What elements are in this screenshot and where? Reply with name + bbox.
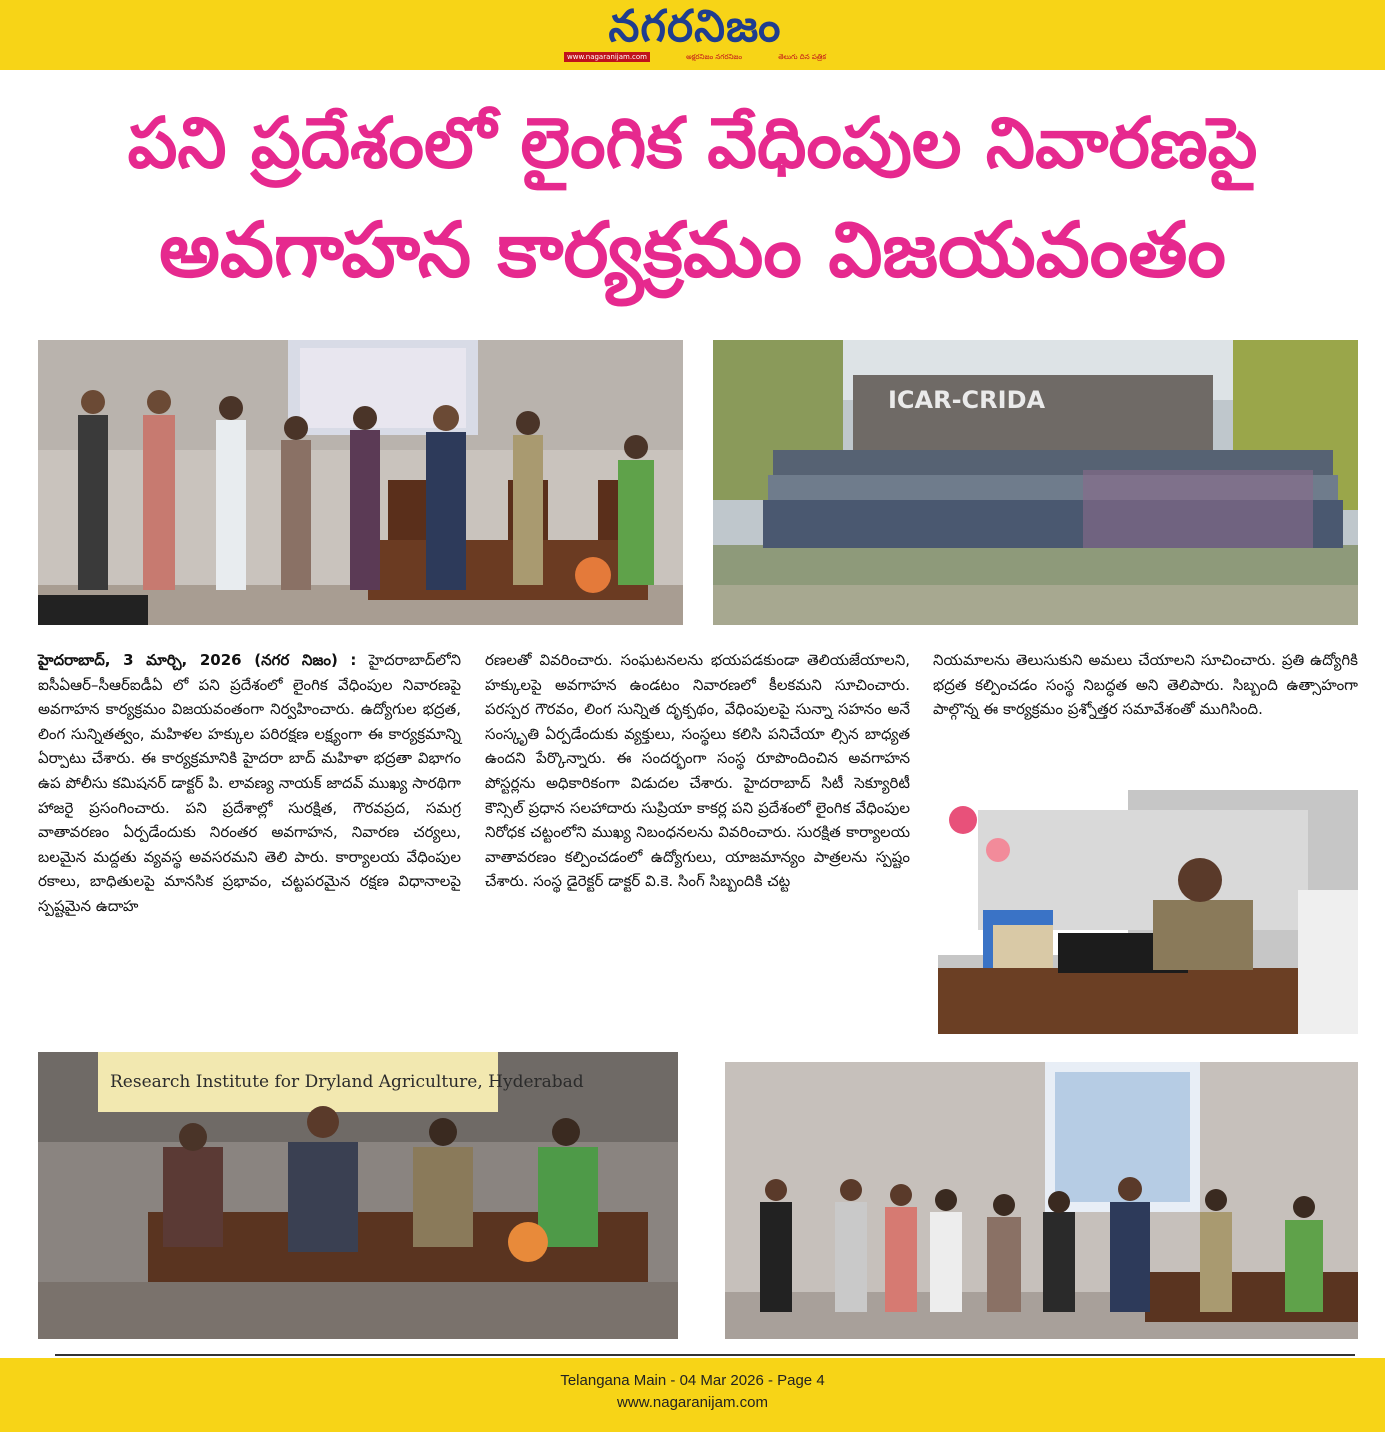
photo-poster-release: [725, 1062, 1358, 1339]
article-column-3-text: నియమాలను తెలుసుకుని అమలు చేయాలని సూచించారు. ప్రతి ఉద్యోగికి భద్రత కల్పించడం సంస్థ నిబద్ధత అని తెలిపారు. సిబ్బంది ఉత్సాహంగా పాల్గొన్న ఈ కార్యక్రమం ప్రశ్నోత్తర సమావేశంతో ముగిసింది.: [933, 651, 1358, 719]
photo-banner-text: Research Institute for Dryland Agriculture, Hyderabad: [110, 1072, 584, 1092]
photo-sign-text: ICAR-CRIDA: [888, 386, 1046, 414]
article-column-3: [933, 648, 1358, 722]
article-column-2: [485, 648, 910, 894]
photo-stage-group: [38, 340, 683, 625]
footer-url[interactable]: www.nagaranijam.com: [617, 1394, 768, 1411]
newspaper-logo: [560, 2, 830, 68]
logo-tagline: అక్షరనిజం నగరనిజం: [686, 53, 743, 61]
photo-speaker-podium: [938, 790, 1358, 1034]
logo-text: నగరనిజం: [608, 1, 782, 52]
article-column-2-text: రణలతో వివరించారు. సంఘటనలను భయపడకుండా తెలియజేయాలని, హక్కులపై అవగాహన ఉండటం నివారణలో కీలకమని సూచించారు. పరస్పర గౌరవం, లింగ సున్నిత దృక్పథం, వేధింపులపై సున్నా సహనం అనే సంస్కృతి ఏర్పడేందుకు వ్యక్తులు, సంస్థలు కలిసి పనిచేయా ల్సిన బాధ్యత ఉందని పేర్కొన్నారు. ఈ సందర్భంగా సంస్థ రూపొందించిన అవగాహన పోస్టర్లను అధికారికంగా విడుదల చేశారు. హైదరాబాద్ సిటీ సెక్యూరిటీ కౌన్సిల్ ప్రధాన సలహాదారు సుప్రియా కాకర్ల పని ప్రదేశంలో లైంగిక వేధింపుల నిరోధక చట్టంలోని ముఖ్య నిబంధనలను వివరించారు. సురక్షిత కార్యాలయ వాతావరణం కల్పించడంలో ఉద్యోగులు, యాజమాన్యం పాత్రలను స్పష్టం చేశారు. సంస్థ డైరెక్టర్ డాక్టర్ వి.కె. సింగ్ సిబ్బందికి చట్ట: [485, 651, 910, 891]
article-dateline: హైదరాబాద్, 3 మార్చి, 2026 (నగర నిజం) :: [38, 651, 357, 669]
footer: [0, 1358, 1385, 1432]
footer-edition: Telangana Main - 04 Mar 2026 - Page 4: [560, 1372, 825, 1389]
footer-divider: [55, 1354, 1355, 1356]
article-column-1-text: హైదరాబాద్‌లోని ఐసీఏఆర్–సీఆర్ఐడీఏ లో పని ప్రదేశంలో లైంగిక వేధింపుల నివారణపై అవగాహన కార్యక్రమం విజయవంతంగా నిర్వహించారు. ఉద్యోగుల భద్రత, లింగ సున్నితత్వం, మహిళల హక్కుల పరిరక్షణ లక్ష్యంగా ఈ కార్యక్రమాన్ని ఏర్పాటు చేశారు. ఈ కార్యక్రమానికి హైదరా బాద్ మహిళా భద్రతా విభాగం ఉప పోలీసు కమిషనర్ డాక్టర్ పి. లావణ్య నాయక్ జాదవ్ ముఖ్య సారథిగా హాజరై ప్రసంగించారు. పని ప్రదేశాల్లో సురక్షిత, గౌరవప్రద, సమగ్ర వాతావరణం ఏర్పడేందుకు నిరంతర అవగాహన, నివారణ చర్యలు, బలమైన మద్దతు వ్యవస్థ అవసరమని తెలి పారు. కార్యాలయ వేధింపుల రకాలు, బాధితులపై మానసిక ప్రభావం, చట్టపరమైన రక్షణ విధానాలపై స్పష్టమైన ఉదాహ: [38, 651, 461, 915]
photo-outdoor-group: [713, 340, 1358, 625]
photo-seated-dignitaries: [38, 1052, 678, 1339]
logo-subline: [560, 52, 830, 62]
masthead: [0, 0, 1385, 70]
headline-line-1: పని ప్రదేశంలో లైంగిక వేధింపుల నివారణపై: [127, 102, 1258, 184]
logo-type: తెలుగు దిన పత్రిక: [778, 53, 826, 61]
article-column-1: [38, 648, 461, 919]
headline-line-2: అవగాహన కార్యక్రమం విజయవంతం: [159, 205, 1226, 294]
logo-url: www.nagaranijam.com: [564, 52, 650, 62]
